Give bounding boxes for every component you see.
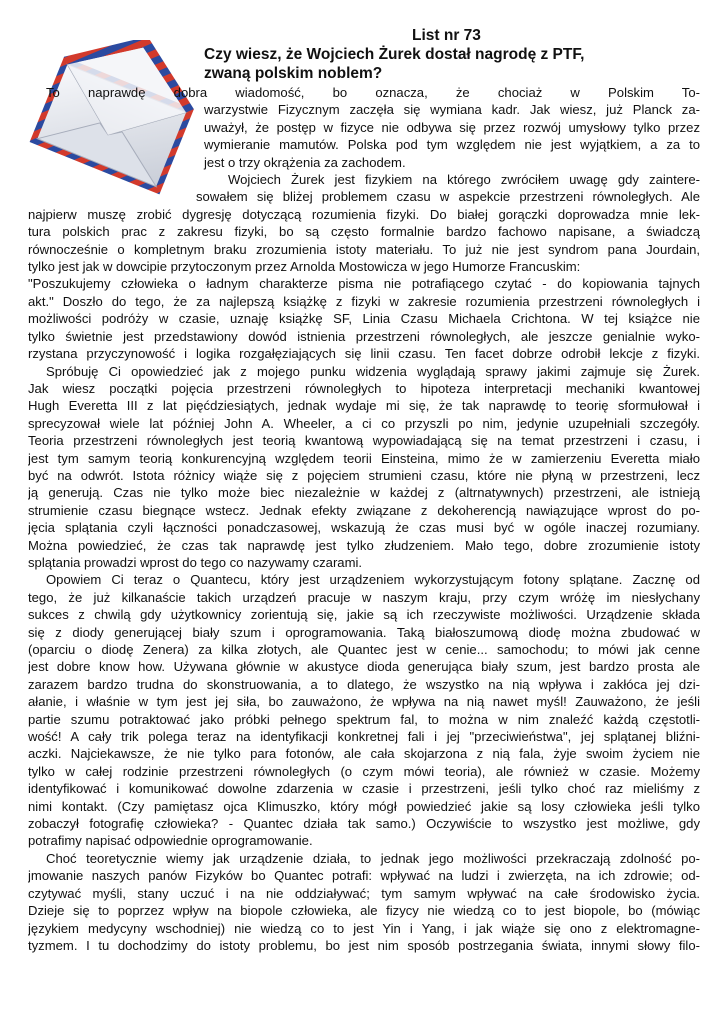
body-line: tylko jest jak w dowcipie przytoczonym przez Arnolda Mostowicza w jego Humorze Francuskim: — [28, 259, 581, 275]
body-line: jęcia splątania czyli łączności ponadczasowej, wskazują że czas musi być w ogóle inaczej rozumiany. — [28, 520, 700, 536]
body-line: tura polskich prac z zakresu fizyki, bo są często formalnie bardzo fachowo napisane, a świadczą — [28, 224, 700, 240]
body-line: się z diody generującej biały szum i oprogramowania. Taką białoszumową diodę można zbudować w — [28, 624, 700, 640]
body-line: ałanie, i właśnie w tym jest jej siła, bo zauważono, że wpływa na nią nawet myśl! Zauważono, że jeśli — [28, 694, 700, 710]
body-line: najpierw muszę zrobić dygresję dotyczącą rozumienia fizyki. Do białej gorączki doprowadza mnie lek- — [28, 206, 700, 222]
body-line: czytywać myśli, stany uczuć i na nie oddziaływać; tym samym wpływać na całe środowisko życia. — [28, 885, 700, 901]
body-line: sprecyzował wiele lat później John A. Wheeler, a ci co przyszli po nim, jedynie uzupełniali szczegóły. — [28, 415, 700, 431]
body-line: tego, że już kilkanaście takich urządzeń pracuje w naszym kraju, przy czym wróżę im niesłychany — [28, 589, 700, 605]
body-line: identyfikować i komunikować dowolne zdarzenia w czasie i przestrzeni, jeśli tylko choć raz mieliśmy z — [28, 781, 700, 797]
body-line: akt." Doszło do tego, że za najlepszą książkę z fizyki w zakresie rozumienia przestrzeni równoległych i — [28, 293, 700, 309]
body-line: wymieranie mamutów. Polska pod tym względem nie jest wyjątkiem, a za to — [204, 137, 700, 153]
body-line: Spróbuję Ci opowiedzieć jak z mojego punku widzenia wyglądają sprawy jakimi zajmuje się Żurek. — [46, 363, 700, 379]
body-line: Hugh Everetta III z lat pięćdziesiątych, jednak wydaje mi się, że tak naprawdę to teorię sformułował i — [28, 398, 700, 414]
body-line: być na odwrót. Istota różnicy wiąże się z pojęciem strumieni czasu, które nie płyną w przestrzeni, lecz — [28, 467, 700, 483]
body-line: nimi kontakt. (Czy pamiętasz ojca Klimuszko, który mógł powiedzieć jakie są losy człowieka jeśli tylko — [28, 798, 700, 814]
body-line: zarazem bardzo trudna do skonstruowania, a to dlatego, że wszystko na nią wpływa i zakłóca jej dzi- — [28, 676, 700, 692]
body-line: Teoria przestrzeni równoległych jest teorią kwantową wypowiadającą się na temat przestrzeni i czasu, i — [28, 433, 700, 449]
letter-header — [204, 26, 694, 83]
body-line: tylko w całej rodzinie przestrzeni równoległych (o czym mówi teoria), ale również w czasie. Możemy — [28, 763, 700, 779]
headline-line-2: zwaną polskim noblem? — [204, 65, 383, 82]
body-line: wość! A cały trik polega teraz na identyfikacji konkretnej fali i jej "przeciwieństwa", jej splątanej bliźni- — [28, 729, 700, 745]
body-line: sowałem się bliżej problemem czasu w aspekcie przestrzeni równoległych. Ale — [196, 189, 700, 205]
body-line: potrafimy napisać odpowiednie oprogramowanie. — [28, 833, 313, 849]
body-line: jmowanie naszych panów Fizyków bo Quantec potrafi: wpływać na ludzi i zwierzęta, na ich zdrowie; od- — [28, 868, 700, 884]
body-line: Można powiedzieć, że czas tak naprawdę jest tylko złudzeniem. Mało tego, dobre zrozumienie istoty — [28, 537, 700, 553]
body-line: aczki. Najciekawsze, że nie tylko para fotonów, ale cała skojarzona z nią fala, żyje swoim życiem nie — [28, 746, 700, 762]
body-line: "Poszukujemy człowieka o ładnym charakterze pisma nie potrafiącego czytać - do kopiowania tajnych — [28, 276, 700, 292]
body-line: splątania prowadzi wprost do tego co nazywamy czarami. — [28, 554, 363, 570]
body-line: zobaczył fotografię człowieka? - Quantec działa tak samo.) Oczywiście to wszystko jest możliwe, gdy — [28, 816, 700, 832]
letter-number: List nr 73 — [412, 27, 481, 44]
body-line: Wojciech Żurek jest fizykiem na którego zwróciłem uwagę gdy zaintere- — [228, 172, 700, 188]
letter-body — [28, 84, 700, 954]
body-line: jest o trzy okrążenia za zachodem. — [204, 154, 406, 170]
body-line: (oparciu o diodę Zenera) za kilka złotych, ale Quantec jest w cenie... samochodu; to mówi jak cenne — [28, 642, 700, 657]
body-line: Choć teoretycznie wiemy jak urządzenie działa, to jednak jego możliwości przekraczają zdolność po- — [46, 850, 700, 866]
body-line: Dzieje się to poprzez wpływ na biopole człowieka, ale fizycy nie wiedzą co to jest biopole, bo (mówiąc — [28, 903, 700, 919]
body-line: Jak wiesz początki pojęcia przestrzeni równoległych to hipoteza interpretacji mechaniki kwantowej — [28, 380, 700, 396]
body-line: tyzmem. I tu dochodzimy do istoty problemu, bo jest nim sposób postrzegania świata, innymi słowy filo- — [28, 937, 700, 953]
body-line: To naprawdę dobra wiadomość, bo oznacza, że chociaż w Polskim To- — [46, 85, 700, 100]
body-line: równocześnie o kompletnym braku zrozumienia istoty materiału. To już nie jest syndrom pana Jourdain, — [28, 241, 700, 257]
body-line: ją generują. Czas nie tylko może biec niezależnie w każdej z (altrnatywnych) przestrzeni, ale istnieją — [28, 485, 700, 501]
body-line: możliwości podróży w czasie, uznaję książkę SF, Linia Czasu Michaela Crichtona. W tej książce nie — [28, 311, 700, 327]
body-line: partie szumu potraktować jako próbki pełnego spektrum fal, to można w nim znaleźć każdą częstotli- — [28, 711, 700, 727]
body-line: tylko świetnie jest przedstawiony dowód istnienia przestrzeni równoległych, ale jeszcze genialnie wyko- — [28, 328, 700, 344]
body-line: jest dobre know how. Używana głównie w akustyce dioda generująca biały szum, jest bardzo prosta ale — [28, 659, 700, 675]
body-line: uważył, że postęp w fizyce nie odbywa się przez rozwój umysłowy tylko przez — [204, 119, 700, 135]
headline-line-1: Czy wiesz, że Wojciech Żurek dostał nagrodę z PTF, — [204, 46, 585, 63]
body-line: Opowiem Ci teraz o Quantecu, który jest urządzeniem wykorzystującym fotony splątane. Zacznę od — [46, 572, 700, 588]
body-line: rzystana przyczynowość i logika rozgałęziających się linii czasu. Ten facet dobrze odrobił lekcje z fizyki. — [28, 346, 700, 362]
body-line: strumienie czasu biegnące wstecz. Jednak efekty związane z dekoherencją nawiązujące wprost do po- — [28, 502, 700, 518]
body-line: warzystwie Fizycznym zaczęła się wymiana kadr. Jak wiesz, już Planck za- — [204, 102, 700, 118]
body-line: językiem medycyny wschodniej) nie wiedzą co to jest Yin i Yang, i jak wiąże się ono z elektromagne- — [28, 920, 700, 936]
body-line: sukces z chwilą gdy użytkownicy zorientują się, jakie są ich rzeczywiste możliwości. Urządzenie składa — [28, 607, 700, 623]
body-line: jest tym samym teorią konkurencyjną względem teorii Einsteina, mimo że w zamierzeniu Everetta miało — [28, 450, 700, 466]
